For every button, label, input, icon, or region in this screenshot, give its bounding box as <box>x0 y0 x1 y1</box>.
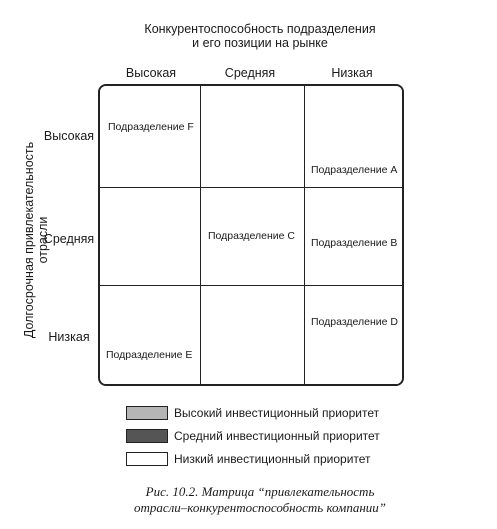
cell-high-low <box>304 86 404 187</box>
title-line-1: Конкурентоспособность подразделения <box>144 22 376 36</box>
legend-swatch-high <box>126 406 168 420</box>
cell-medium-high <box>100 187 200 285</box>
column-header-low: Низкая <box>331 66 373 80</box>
legend-low-priority <box>126 451 371 467</box>
unit-c-label: Подразделение C <box>208 230 296 242</box>
cell-high-high <box>100 86 200 187</box>
unit-a-label: Подразделение A <box>311 164 398 176</box>
legend-high-priority <box>126 405 379 421</box>
row-header-high: Высокая <box>43 129 95 143</box>
cell-high-medium <box>200 86 304 187</box>
cell-medium-low <box>304 187 404 285</box>
caption-line-1: Рис. 10.2. Матрица “привлекательность <box>145 484 375 499</box>
legend-label-medium: Средний инвестиционный приоритет <box>174 429 380 443</box>
cell-low-medium <box>200 285 304 386</box>
cell-low-high <box>100 285 200 386</box>
unit-b-label: Подразделение B <box>311 237 398 249</box>
title-line-2: и его позиции на рынке <box>192 36 328 50</box>
legend-medium-priority <box>126 428 380 444</box>
cell-low-low <box>304 285 404 386</box>
column-header-medium: Средняя <box>224 66 276 80</box>
cell-medium-medium <box>200 187 304 285</box>
caption-line-2: отрасли–конкурентоспособность компании” <box>133 500 387 515</box>
attractiveness-competitiveness-matrix <box>98 84 404 386</box>
matrix-title <box>110 22 410 50</box>
legend-label-low: Низкий инвестиционный приоритет <box>174 452 371 466</box>
unit-e-label: Подразделение E <box>106 349 193 361</box>
row-header-medium: Средняя <box>43 232 95 246</box>
unit-d-label: Подразделение D <box>311 316 399 328</box>
row-header-low: Низкая <box>48 330 90 344</box>
unit-f-label: Подразделение F <box>108 121 194 133</box>
legend-swatch-low <box>126 452 168 466</box>
figure-caption <box>95 484 425 516</box>
column-header-high: Высокая <box>125 66 177 80</box>
y-axis-title: Долгосрочная привлекательность отрасли <box>22 141 50 339</box>
legend-label-high: Высокий инвестиционный приоритет <box>174 406 380 420</box>
legend-swatch-medium <box>126 429 168 443</box>
